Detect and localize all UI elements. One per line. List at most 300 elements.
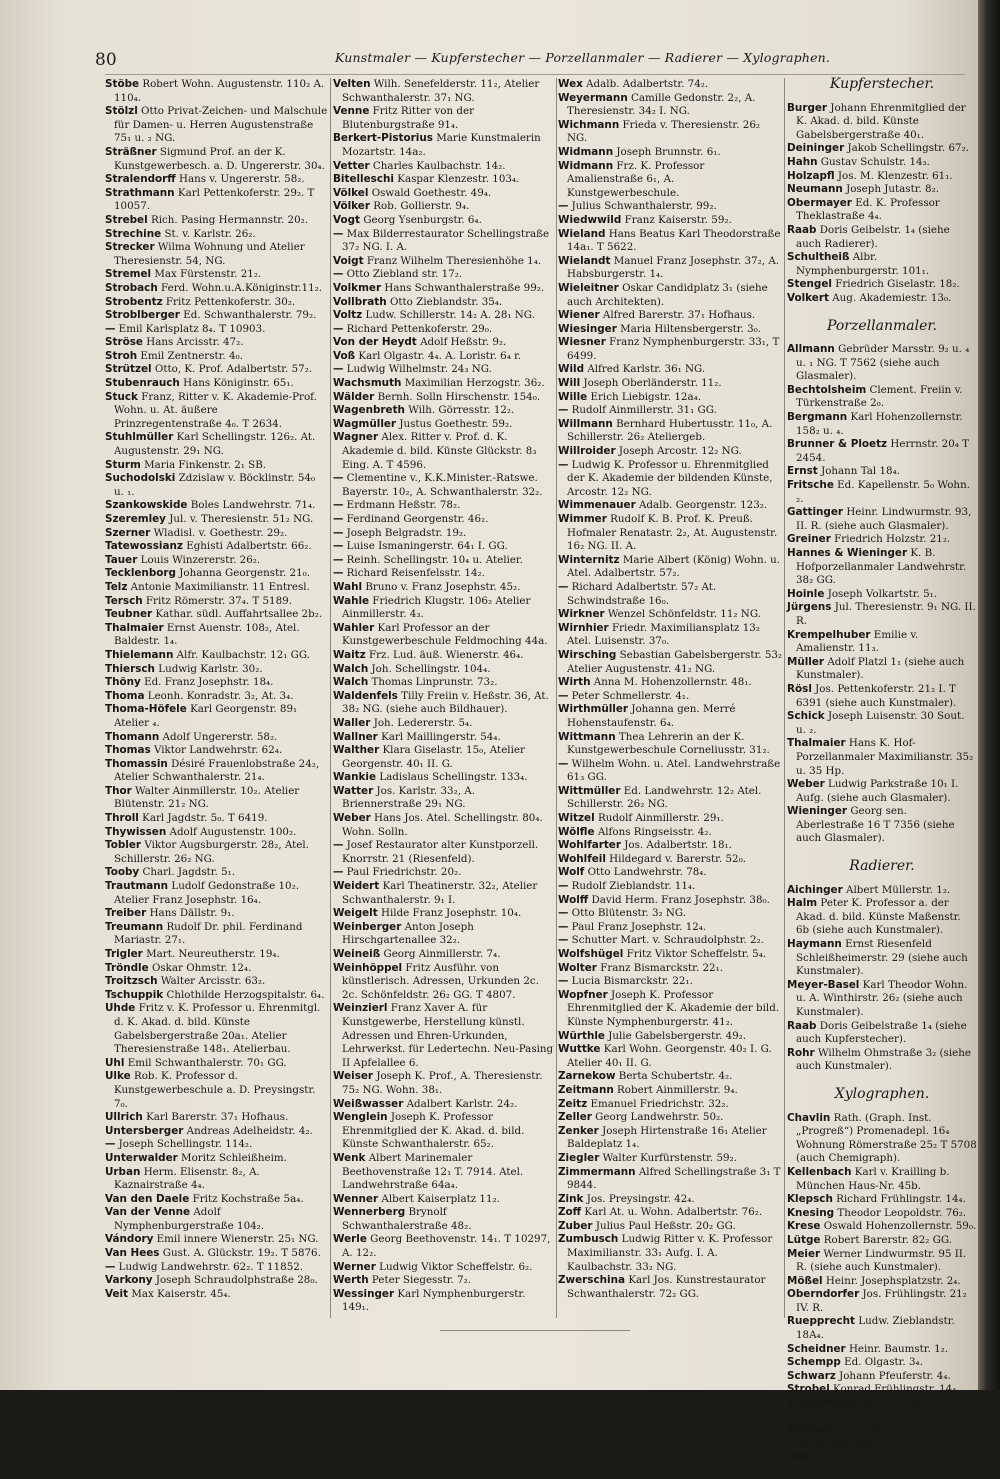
entry-details: Franz Wilhelm Theresienhöhe 1₄. [366, 254, 542, 267]
entry-name: Halm [787, 897, 818, 910]
entry-name: Rohr [787, 1046, 815, 1059]
directory-entry [558, 1233, 783, 1274]
entry-name: Wahle [333, 594, 370, 607]
column-divider [330, 78, 331, 1318]
directory-entry [333, 296, 555, 310]
entry-name: Ernst [787, 465, 818, 478]
entry-name: Bechtolsheim [787, 383, 867, 396]
entry-name: Werner [333, 1260, 376, 1273]
entry-details: Gust. A. Glückstr. 19₂. T 5876. [162, 1247, 321, 1260]
directory-entry [333, 173, 555, 187]
entry-details: Klara Giselastr. 15₀, Atelier Georgenstr. 40₁ II. G. [342, 744, 525, 770]
entry-details: Eghisti Adalbertstr. 66₂. [186, 540, 312, 553]
directory-entry [558, 309, 783, 323]
entry-name: Ullrich [105, 1111, 143, 1124]
entry-name: — [105, 1138, 116, 1151]
directory-entry [558, 989, 783, 1030]
directory-entry [105, 363, 328, 377]
entry-name: Van Hees [105, 1247, 160, 1260]
entry-details: Karl Jagdstr. 5₀. T 6419. [142, 812, 268, 825]
entry-details: Joh. Ledererstr. 5₄. [373, 716, 473, 729]
entry-name: Voltz [333, 309, 363, 322]
entry-details: Joseph Jutastr. 8₂. [846, 183, 940, 196]
directory-entry [105, 187, 328, 214]
entry-details: Jos. Frühlingstr. 21₂ IV. R. [796, 1288, 967, 1314]
directory-entry [787, 884, 977, 898]
entry-name: Thoma-Höfele [105, 703, 187, 716]
entry-name: Strützel [105, 363, 152, 376]
entry-name: Wolter [558, 961, 597, 974]
entry-name: Venne [333, 105, 370, 118]
entry-name: Sträßner [105, 145, 157, 158]
directory-entry [105, 431, 328, 458]
entry-name: Wenner [333, 1192, 379, 1205]
entry-name: Winternitz [558, 553, 620, 566]
directory-entry [333, 880, 555, 907]
entry-details: Fritz Viktor Scheffelstr. 5₄. [626, 948, 767, 960]
entry-details: Rudolf Ainmillerstr. 29₁. [597, 812, 724, 825]
entry-name: Watter [333, 784, 374, 797]
directory-entry [105, 744, 328, 758]
entry-details: Hans v. Ungererstr. 58₂. [179, 173, 305, 186]
directory-entry [333, 1206, 555, 1233]
directory-entry [558, 1030, 783, 1044]
entry-details: Erich Liebigstr. 12a₄. [590, 390, 701, 403]
entry-name: Thomassin [105, 757, 168, 770]
entry-name: — [333, 839, 344, 852]
directory-entry [787, 1220, 977, 1234]
entry-details: Clement. Freiin v. Türkenstraße 2₀. [796, 383, 963, 410]
directory-entry [105, 282, 328, 296]
entry-details: Adalbert Karlstr. 24₂. [406, 1097, 518, 1110]
directory-entry [333, 690, 555, 717]
entry-details: Charles Kaulbachstr. 14₂. [372, 159, 506, 172]
entry-details: Rob. K. Professor d. Kunstgewerbeschule a. D. Preysingstr. 7₀. [114, 1070, 316, 1110]
entry-name: Stengel [787, 278, 832, 291]
entry-name: Allmann [787, 343, 835, 356]
directory-entry [105, 214, 328, 228]
entry-name: Mößel [787, 1274, 823, 1287]
entry-name: Wohlfeil [558, 852, 606, 865]
entry-details: Schutter Mart. v. Schraudolphstr. 2₂. [571, 934, 764, 947]
directory-entry [558, 785, 783, 812]
directory-entry [787, 1397, 977, 1424]
entry-details: Max Bilderrestaurator Schellingstraße 37₂ NG. I. A. [342, 227, 550, 254]
directory-entry [787, 1288, 977, 1315]
directory-entry [558, 119, 783, 146]
entry-details: Rob. Gollierstr. 9₄. [373, 200, 470, 213]
entry-name: — [333, 540, 344, 553]
entry-name: Ziegler [558, 1151, 600, 1164]
entry-details: Joseph Belgradstr. 19₂. [346, 526, 467, 539]
entry-details: Alfred Barerstr. 37₁ Hofhaus. [602, 309, 756, 322]
entry-details: Adolf Ungererstr. 58₂. [162, 730, 278, 743]
entry-details: Ludwig Karlstr. 30₂. [158, 662, 263, 675]
entry-details: Oskar Ohmstr. 12₄. [151, 961, 252, 974]
entry-name: Oberndorfer [787, 1288, 860, 1301]
directory-entry [558, 907, 783, 921]
section-title: Kupferstecher. [829, 76, 935, 92]
directory-entry [333, 812, 555, 839]
entry-name: Thoma [105, 689, 145, 702]
directory-entry [333, 336, 555, 350]
directory-entry [787, 1193, 977, 1207]
entry-details: St. v. Karlstr. 26₂. [164, 227, 256, 240]
entry-name: Walch [333, 662, 369, 675]
directory-entry [787, 1383, 977, 1397]
entry-details: Frz. Lud. äuß. Wienerstr. 46₄. [368, 648, 524, 661]
entry-details: Albert Marinemaler Beethovenstraße 12₁ T. 7914. Atel. Landwehrstraße 64a₄. [342, 1151, 524, 1192]
entry-details: Anton Joseph Hirschgartenallee 32₂. [342, 920, 474, 947]
entry-name: Stroblberger [105, 309, 180, 322]
entry-details: Robert Ainmillerstr. 9₄. [617, 1083, 738, 1096]
entry-name: Wälder [333, 390, 375, 403]
entry-name: Thielemann [105, 648, 174, 661]
directory-entry [333, 309, 555, 323]
entry-details: Thea Lehrerin an der K. Kunstgewerbeschule Corneliusstr. 31₂. [567, 730, 770, 757]
entry-name: Weber [333, 812, 371, 825]
directory-column-1 [105, 78, 328, 1301]
directory-entry [333, 921, 555, 948]
directory-entry [558, 581, 783, 608]
directory-entry [333, 513, 555, 527]
entry-name: Wagenbreth [333, 404, 405, 417]
entry-details: Franz Bismarckstr. 22₁. [600, 961, 723, 974]
directory-entry [787, 601, 977, 628]
directory-entry [105, 812, 328, 826]
entry-details: Joseph Arcostr. 12₂ NG. [618, 445, 742, 458]
entry-name: Wallner [333, 730, 378, 743]
directory-entry [558, 1206, 783, 1220]
entry-name: Wankie [333, 771, 377, 784]
entry-name: Tobler [105, 839, 142, 852]
directory-entry [333, 214, 555, 228]
entry-name: Weyermann [558, 91, 628, 104]
directory-entry [787, 805, 977, 846]
entry-name: Wirkner [558, 608, 605, 621]
entry-name: Will [558, 377, 581, 390]
entry-name: Weiser [333, 1070, 374, 1083]
entry-details: Mart. Neureutherstr. 19₄. [146, 948, 280, 960]
directory-entry [787, 710, 977, 737]
directory-entry [333, 744, 555, 771]
directory-entry [787, 683, 977, 710]
entry-name: — [333, 227, 344, 240]
directory-entry [333, 1070, 555, 1097]
entry-details: Julius Paul Heßstr. 20₂ GG. [595, 1219, 736, 1232]
directory-entry [787, 778, 977, 805]
directory-entry [787, 170, 977, 184]
entry-name: — [333, 526, 344, 539]
entry-name: — [558, 580, 569, 593]
entry-name: Van der Venne [105, 1206, 191, 1219]
directory-entry [558, 1125, 783, 1152]
entry-details: Frz. K. Professor Amalienstraße 6₁, A. Kunstgewerbeschule. [567, 159, 705, 199]
entry-name: Wiesinger [558, 322, 617, 335]
directory-entry [558, 513, 783, 554]
directory-entry [558, 812, 783, 826]
entry-details: Ed. Franz Josephstr. 18₄. [144, 676, 274, 689]
directory-entry [558, 499, 783, 513]
directory-entry [558, 866, 783, 880]
entry-details: Maximilian Herzogstr. 36₂. [404, 377, 545, 390]
entry-name: Zoff [558, 1206, 582, 1219]
entry-details: Georg Ainmillerstr. 7₄. [383, 948, 501, 960]
entry-details: Herm. Elisenstr. 8₂, A. Kaznairstraße 4₄. [114, 1165, 260, 1192]
entry-details: Max Kaiserstr. 45₄. [131, 1287, 231, 1300]
entry-name: Tröndle [105, 961, 149, 974]
directory-entry [333, 255, 555, 269]
directory-entry [333, 78, 555, 105]
directory-entry [558, 1070, 783, 1084]
entry-details: Berta Schubertstr. 4₂. [618, 1070, 733, 1083]
entry-name: Klepsch [787, 1193, 833, 1206]
entry-details: Rudolf Zieblandstr. 11₄. [571, 880, 696, 893]
directory-entry [105, 78, 328, 105]
entry-name: Fritsche [787, 479, 834, 492]
entry-name: Strobel [787, 1383, 830, 1396]
entry-details: Camille Gedonstr. 2₂, A. Theresienstr. 34₂ I. NG. [567, 91, 756, 118]
entry-name: Treumann [105, 920, 164, 933]
directory-entry [105, 785, 328, 812]
entry-name: Widmann [558, 159, 614, 172]
entry-details: Franz Nymphenburgerstr. 33₁, T 6499. [567, 336, 780, 362]
entry-name: Raab [787, 223, 817, 236]
entry-name: Wieland [558, 227, 606, 240]
directory-entry [333, 228, 555, 255]
directory-entry [787, 1370, 977, 1384]
entry-name: Hoinle [787, 587, 825, 600]
directory-entry [558, 200, 783, 214]
entry-name: Gattinger [787, 506, 844, 519]
entry-details: Otto Ziebland str. 17₂. [346, 268, 463, 281]
entry-details: Friedrich Giselastr. 18₂. [835, 278, 960, 291]
entry-details: Karl v. Krailling b. München Haus-Nr. 45b. [796, 1165, 950, 1192]
directory-entry [333, 595, 555, 622]
entry-details: Anna M. Hohenzollernstr. 48₁. [593, 676, 752, 689]
entry-name: Aichinger [787, 883, 843, 896]
directory-entry [105, 690, 328, 704]
directory-entry [558, 1193, 783, 1207]
directory-entry [105, 554, 328, 568]
entry-name: Wachsmuth [333, 377, 402, 390]
entry-details: Erdmann Heßstr. 78₂. [346, 499, 461, 512]
entry-name: Wex [558, 78, 583, 90]
entry-name: — [558, 458, 569, 471]
entry-name: Neumann [787, 183, 843, 196]
directory-entry [787, 343, 977, 384]
entry-name: Szankowskide [105, 499, 188, 512]
entry-name: Wohlfarter [558, 839, 621, 852]
directory-entry [787, 938, 977, 979]
entry-details: Clementine v., K.K.Minister.-Ratswe. Bayerstr. 10₂, A. Schwanthalerstr. 32₂. [342, 472, 543, 498]
directory-entry [787, 897, 977, 938]
entry-details: Antonie Maximilianstr. 11 Entresl. [130, 580, 310, 593]
entry-details: Zdzislaw v. Böcklinstr. 54₀ u. ₁. [114, 472, 316, 498]
directory-entry [333, 160, 555, 174]
entry-name: Greiner [787, 533, 831, 546]
directory-entry [333, 962, 555, 1003]
entry-details: Alfons Ringseisstr. 4₂. [597, 825, 712, 838]
entry-details: Moritz Schleißheim. [181, 1151, 287, 1164]
entry-details: Oskar Candidplatz 3₁ (siehe auch Architekten). [567, 281, 768, 308]
entry-details: Hans Schwanthalerstraße 99₂. [384, 281, 545, 294]
entry-name: Volkmer [333, 281, 382, 294]
entry-name: — [558, 934, 569, 947]
entry-details: Adolf Nymphenburgerstraße 104₂. [114, 1206, 265, 1232]
entry-details: Emil Zentnerstr. 4₀. [140, 349, 243, 362]
directory-entry [105, 391, 328, 432]
entry-details: Peter Siegesstr. 7₂. [371, 1274, 472, 1287]
directory-entry [333, 866, 555, 880]
entry-details: Emanuel Friedrichstr. 32₂. [590, 1097, 729, 1110]
directory-entry [558, 826, 783, 840]
entry-name: Uhde [105, 1002, 136, 1015]
directory-entry [558, 839, 783, 853]
directory-entry [333, 391, 555, 405]
entry-details: Alfr. Kaulbachstr. 12₁ GG. [176, 648, 311, 661]
directory-entry [105, 839, 328, 866]
entry-name: Wennerberg [333, 1206, 406, 1219]
entry-name: Witzel [558, 812, 595, 825]
directory-entry [787, 156, 977, 170]
entry-name: Varkony [105, 1274, 153, 1287]
entry-details: Wilhelm Wohn. u. Atel. Landwehrstraße 61₃ GG. [567, 757, 781, 784]
entry-name: Würthle [558, 1029, 605, 1042]
entry-details: Rudolf Dr. phil. Ferdinand Mariastr. 27₁. [114, 920, 303, 947]
directory-entry [558, 1274, 783, 1301]
directory-entry [558, 608, 783, 622]
directory-entry [333, 404, 555, 418]
entry-name: — [333, 567, 344, 580]
entry-details: Jul. Theresienstr. 9₁ NG. II. R. [796, 601, 976, 627]
entry-name: Velten [333, 78, 371, 90]
entry-name: Wielandt [558, 254, 611, 267]
entry-name: — [333, 322, 344, 335]
directory-entry [787, 506, 977, 533]
entry-details: Brynolf Schwanthalerstraße 48₂. [342, 1206, 472, 1232]
directory-entry [333, 472, 555, 499]
directory-entry [105, 608, 328, 622]
directory-entry [787, 479, 977, 506]
entry-details: Fritz Pettenkoferstr. 30₂. [165, 295, 296, 308]
entry-name: Holzapfl [787, 169, 835, 182]
entry-name: Wichmann [558, 118, 620, 131]
entry-details: Frieda v. Theresienstr. 26₂ NG. [567, 118, 760, 145]
directory-entry [787, 1234, 977, 1248]
directory-entry [333, 377, 555, 391]
entry-name: Brunner & Ploetz [787, 438, 888, 451]
entry-details: Karl Theodor Wohn. u. A. Winthirstr. 26₂ (siehe auch Kunstmaler). [796, 978, 968, 1018]
page-number: 80 [95, 50, 117, 70]
entry-details: Otto Blütenstr. 3₂ NG. [571, 907, 687, 920]
entry-name: Zarnekow [558, 1070, 616, 1083]
entry-details: Theodor Leopoldstr. 76₂. [837, 1206, 967, 1219]
entry-name: — [333, 499, 344, 512]
entry-name: Weidert [333, 880, 380, 893]
entry-details: Ladislaus Schellingstr. 133₄. [379, 771, 528, 784]
directory-entry [558, 880, 783, 894]
directory-entry [787, 656, 977, 683]
entry-name: Schultheiß [787, 251, 850, 264]
directory-entry [333, 1098, 555, 1112]
entry-name: Troitzsch [105, 975, 158, 988]
entry-details: Emil Schwanthalerstr. 70₁ GG. [127, 1056, 287, 1069]
entry-details: Albr. Nymphenburgerstr. 101₁. [796, 251, 930, 277]
directory-entry [333, 499, 555, 513]
directory-entry [333, 1152, 555, 1193]
entry-details: Ferdinand Georgenstr. 46₂. [346, 513, 489, 525]
entry-details: Alfred Schellingstraße 3₁ T 9844. [567, 1165, 781, 1192]
entry-name: Wirth [558, 676, 591, 689]
directory-entry [558, 676, 783, 690]
directory-entry [333, 282, 555, 296]
entry-name: Lütge [787, 1233, 821, 1246]
entry-name: Wittmann [558, 730, 616, 743]
entry-name: Tatewossianz [105, 540, 183, 553]
entry-name: Obermayer [787, 196, 852, 209]
entry-details: Marie Albert (König) Wohn. u. Atel. Adalbertstr. 57₂. [567, 553, 781, 580]
directory-entry [105, 1274, 328, 1288]
entry-name: Wagmüller [333, 417, 397, 430]
entry-name: Zumbusch [558, 1233, 619, 1246]
entry-name: Weßtein [787, 1424, 836, 1437]
directory-column-3 [558, 78, 783, 1301]
directory-entry [105, 173, 328, 187]
section-title: Xylographen. [834, 1085, 930, 1102]
entry-name: Telz [105, 580, 128, 593]
entry-details: Karl Maillingerstr. 54₄. [381, 730, 501, 743]
directory-entry [787, 142, 977, 156]
directory-entry [558, 323, 783, 337]
entry-name: Wimmenauer [558, 499, 636, 512]
entry-details: Emilie v. Amalienstr. 11₃. [796, 628, 919, 655]
entry-name: — [105, 322, 116, 335]
entry-details: Bernh. Solln Hirschenstr. 154₀. [377, 390, 541, 403]
entry-details: Tilly Freiin v. Heßstr. 36, At. 38₂ NG. (siehe auch Bildhauer). [342, 689, 549, 716]
entry-details: Aug. Akademiestr. 13₀. [832, 291, 952, 304]
entry-name: Zwerschina [558, 1274, 626, 1287]
directory-entry [333, 771, 555, 785]
directory-entry [105, 1125, 328, 1139]
directory-entry [333, 350, 555, 364]
entry-name: Trigler [105, 948, 143, 960]
directory-entry [787, 737, 977, 778]
entry-details: Ludolf Gedonstraße 10₂. Atelier Franz Josephstr. 16₄. [114, 880, 299, 906]
directory-entry [333, 540, 555, 554]
entry-name: Stremel [105, 268, 152, 281]
column-divider [556, 78, 557, 1318]
entry-details: Ferd. Wohn.u.A.Königinstr.11₂. [161, 281, 323, 294]
entry-details: Jos. Adalbertstr. 18₁. [624, 839, 732, 852]
directory-entry [333, 567, 555, 581]
entry-name: Berkert-Pistorius [333, 132, 433, 145]
directory-entry [105, 1261, 328, 1275]
entry-name: Thalmaier [105, 621, 164, 634]
directory-entry [333, 1233, 555, 1260]
entry-details: Paul Claude-Lorrainstr. 13₂. [796, 1397, 924, 1423]
entry-name: Zeller [558, 1111, 592, 1124]
entry-details: Konrad Frühlingstr. 14₄. [833, 1383, 960, 1396]
directory-entry [333, 717, 555, 731]
entry-name: Walther [333, 744, 380, 757]
entry-details: Lucia Bismarckstr. 22₁. [571, 975, 693, 988]
directory-entry [105, 241, 328, 268]
entry-details: Gustav Schulstr. 14₃. [820, 155, 930, 168]
entry-details: Ed. K. Professor Theklastraße 4₄. [796, 196, 940, 223]
entry-name: Tschuppik [105, 988, 164, 1001]
directory-entry [333, 1288, 555, 1315]
